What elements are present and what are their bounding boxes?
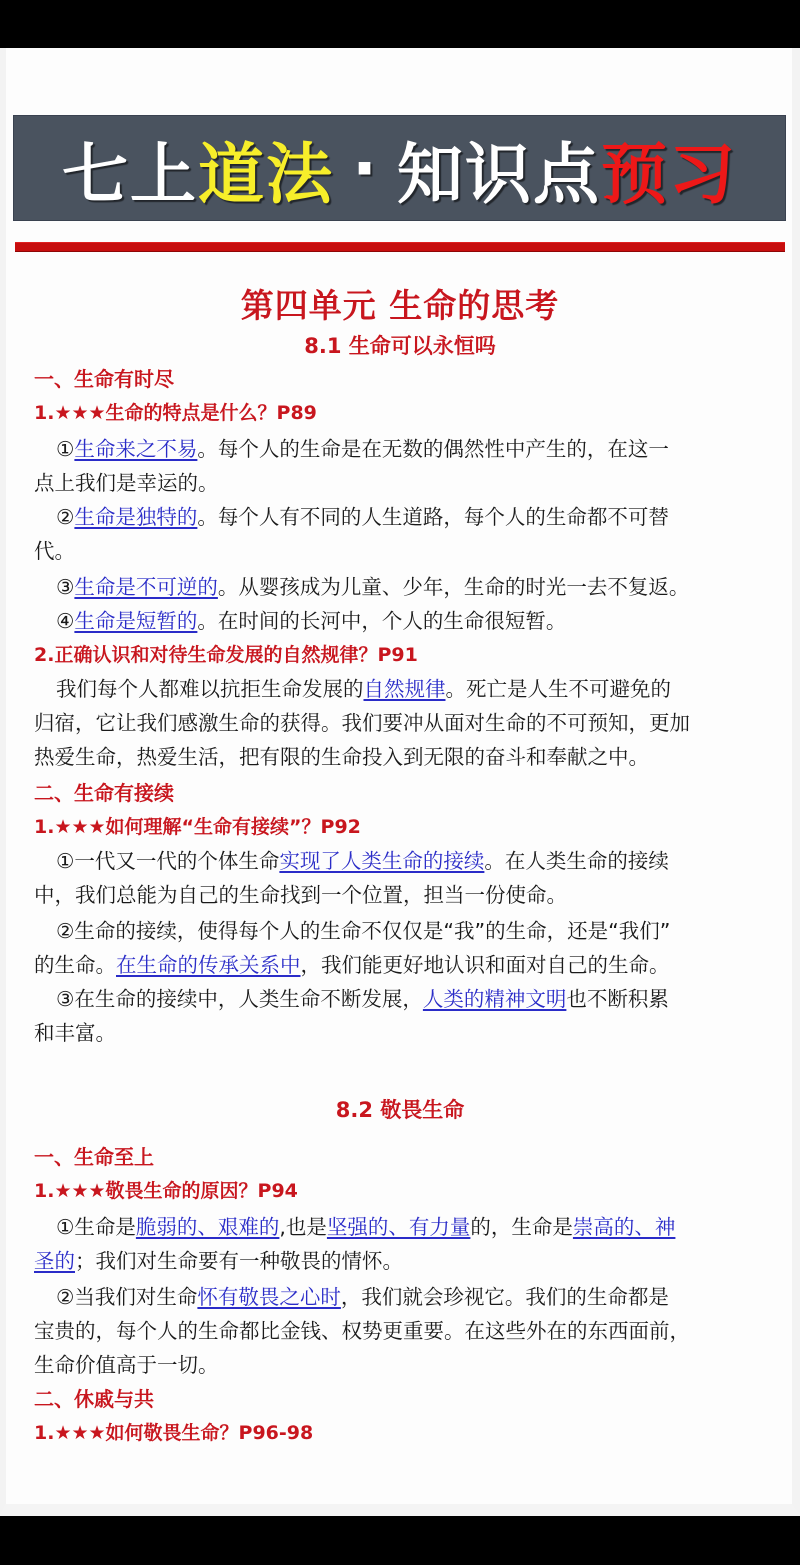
keyword: 生命来之不易 <box>74 437 198 461</box>
keyword: 脆弱的、艰难的 <box>135 1215 280 1239</box>
text: 我们每个人都难以抗拒生命发展的 <box>56 677 364 701</box>
text: ①一代又一代的个体生命 <box>56 849 280 873</box>
banner-text-highlight-preview: 预习 <box>601 135 738 213</box>
item-text: 。每个人的生命是在无数的偶然性中产生的，在这一 <box>197 437 669 461</box>
item-text: 。在时间的长河中，个人的生命很短暂。 <box>197 609 567 633</box>
banner-text-part: 知识点 <box>397 135 602 213</box>
title-banner <box>13 115 786 221</box>
item-continuation: 宝贵的，每个人的生命都比金钱、权势更重要。在这些外在的东西面前， <box>34 1319 690 1343</box>
text: ，我们能更好地认识和面对自己的生命。 <box>300 953 670 977</box>
banner-separator: · <box>351 129 380 207</box>
item-continuation <box>34 1244 774 1278</box>
keyword: 怀有敬畏之心时 <box>197 1285 341 1309</box>
section-title: 8.1 生命可以永恒吗 <box>304 334 496 358</box>
part-heading: 二、休戚与共 <box>34 1387 154 1411</box>
item-number: ③ <box>56 575 75 599</box>
item-continuation: 代。 <box>34 539 75 563</box>
paragraph-line: 热爱生命，热爱生活，把有限的生命投入到无限的奋斗和奉献之中。 <box>34 745 649 769</box>
list-item <box>34 570 774 604</box>
item-text: 。从婴孩成为儿童、少年，生命的时光一去不复返。 <box>217 575 690 599</box>
keyword: 在生命的传承关系中 <box>116 953 301 977</box>
item-continuation: 和丰富。 <box>34 1021 116 1045</box>
list-item <box>34 604 774 638</box>
keyword: 崇高的、神 <box>572 1215 676 1239</box>
part-heading: 二、生命有接续 <box>34 781 174 805</box>
part-heading: 一、生命有时尽 <box>34 367 174 391</box>
text: 。在人类生命的接续 <box>484 849 669 873</box>
keyword: 生命是不可逆的 <box>74 575 218 599</box>
text: 也不断积累 <box>566 987 669 1011</box>
text: ②当我们对生命 <box>56 1285 198 1309</box>
item-continuation: 点上我们是幸运的。 <box>34 471 219 495</box>
paragraph-line <box>34 672 774 706</box>
list-item <box>34 432 774 466</box>
section-title: 8.2 敬畏生命 <box>335 1098 465 1122</box>
item-continuation <box>34 948 774 982</box>
text: 的生命。 <box>34 953 116 977</box>
list-item <box>34 844 774 878</box>
keyword: 生命是独特的 <box>74 505 198 529</box>
banner-text-highlight-subject: 道法 <box>197 135 334 213</box>
text: ③在生命的接续中，人类生命不断发展， <box>56 987 423 1011</box>
question-label: 1.★★★如何理解“生命有接续”？P92 <box>34 816 361 838</box>
item-continuation: 中，我们总能为自己的生命找到一个位置，担当一份使命。 <box>34 883 567 907</box>
list-item <box>34 1210 774 1244</box>
text: 的，生命是 <box>470 1215 573 1239</box>
question-label: 1.★★★生命的特点是什么？P89 <box>34 402 317 424</box>
text: 。死亡是人生不可避免的 <box>445 677 671 701</box>
item-text: 。每个人有不同的人生道路，每个人的生命都不可替 <box>197 505 669 529</box>
list-item: ②生命的接续，使得每个人的生命不仅仅是“我”的生命，还是“我们” <box>56 919 671 943</box>
list-item <box>34 1280 774 1314</box>
item-number: ② <box>56 505 75 529</box>
divider-rule <box>15 242 785 252</box>
keyword: 实现了人类生命的接续 <box>279 849 485 873</box>
keyword: 人类的精神文明 <box>422 987 567 1011</box>
question-label: 1.★★★如何敬畏生命？P96-98 <box>34 1422 314 1444</box>
keyword: 圣的 <box>34 1249 75 1273</box>
text: ①生命是 <box>56 1215 136 1239</box>
unit-title: 第四单元 生命的思考 <box>240 286 560 325</box>
keyword: 自然规律 <box>363 677 446 701</box>
list-item <box>34 500 774 534</box>
text: ，我们就会珍视它。我们的生命都是 <box>340 1285 669 1309</box>
question-label: 1.★★★敬畏生命的原因？P94 <box>34 1180 298 1202</box>
item-number: ④ <box>56 609 75 633</box>
paragraph-line: 归宿，它让我们感激生命的获得。我们要冲从面对生命的不可预知，更加 <box>34 711 690 735</box>
text: ,也是 <box>279 1215 327 1239</box>
keyword: 坚强的、有力量 <box>326 1215 471 1239</box>
banner-text-part: 七上 <box>61 135 198 213</box>
text: ；我们对生命要有一种敬畏的情怀。 <box>75 1249 403 1273</box>
question-label: 2.正确认识和对待生命发展的自然规律？P91 <box>34 644 418 666</box>
list-item <box>34 982 774 1016</box>
item-continuation: 生命价值高于一切。 <box>34 1353 219 1377</box>
item-number: ① <box>56 437 75 461</box>
keyword: 生命是短暂的 <box>74 609 198 633</box>
part-heading: 一、生命至上 <box>34 1145 154 1169</box>
